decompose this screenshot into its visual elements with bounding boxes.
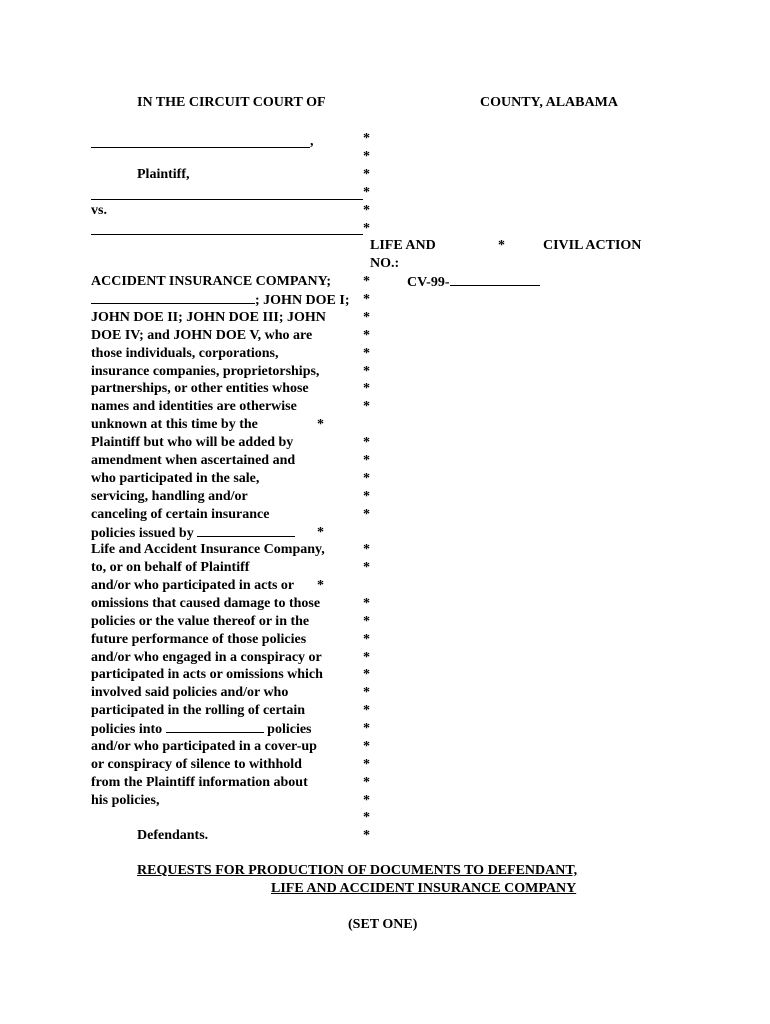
caption-star: *: [363, 435, 370, 450]
caption-star: *: [363, 685, 370, 700]
plaintiff-comma: ,: [310, 134, 314, 149]
defendant-line: participated in acts or omissions which: [91, 667, 323, 682]
number-label: NO.:: [370, 256, 400, 271]
defendant-line: ; JOHN DOE I;: [91, 291, 350, 309]
plaintiff-name-blank: [91, 147, 310, 148]
defendant-line: involved said policies and/or who: [91, 685, 289, 700]
caption-star: *: [363, 614, 370, 629]
defendant-line: partnerships, or other entities whose: [91, 381, 309, 396]
caption-star: *: [317, 417, 324, 432]
versus-label: vs.: [91, 203, 107, 218]
caption-star: *: [363, 167, 370, 182]
defendant-line: JOHN DOE II; JOHN DOE III; JOHN: [91, 310, 326, 325]
caption-star: *: [363, 185, 370, 200]
caption-star: *: [363, 489, 370, 504]
defendant-line: omissions that caused damage to those: [91, 596, 321, 611]
case-number-prefix: CV-99-: [407, 275, 450, 290]
caption-star: *: [363, 471, 370, 486]
caption-star: *: [317, 525, 324, 540]
defendant-line: to, or on behalf of Plaintiff: [91, 560, 250, 575]
caption-star: *: [363, 703, 370, 718]
court-heading-right: COUNTY, ALABAMA: [480, 95, 618, 110]
defendant-line: and/or who engaged in a conspiracy or: [91, 650, 322, 665]
defendant-line: those individuals, corporations,: [91, 346, 279, 361]
caption-star: *: [363, 667, 370, 682]
document-title-line2: LIFE AND ACCIDENT INSURANCE COMPANY: [271, 881, 577, 896]
caption-star: *: [363, 203, 370, 218]
defendant-line: servicing, handling and/or: [91, 489, 248, 504]
defendant-line: and/or who participated in a cover-up: [91, 739, 317, 754]
caption-star: *: [363, 221, 370, 236]
caption-star: *: [363, 596, 370, 611]
caption-star: *: [363, 381, 370, 396]
separator-star: *: [498, 238, 505, 253]
caption-star: *: [363, 632, 370, 647]
defendant-line: DOE IV; and JOHN DOE V, who are: [91, 328, 313, 343]
caption-star: *: [363, 328, 370, 343]
defendant-line: names and identities are otherwise: [91, 399, 297, 414]
caption-divider-bottom: [91, 234, 363, 235]
defendant-name-blank: [91, 291, 255, 304]
defendant-line: policies issued by: [91, 524, 295, 542]
plaintiff-label: Plaintiff,: [137, 167, 190, 182]
caption-star: *: [363, 274, 370, 289]
defendant-line: policies or the value thereof or in the: [91, 614, 310, 629]
court-heading-left: IN THE CIRCUIT COURT OF: [137, 95, 326, 110]
defendant-line: his policies,: [91, 793, 160, 808]
document-title-line1: REQUESTS FOR PRODUCTION OF DOCUMENTS TO DEFENDANT,: [137, 863, 578, 878]
caption-star: *: [363, 364, 370, 379]
caption-star: *: [363, 650, 370, 665]
defendant-line: ACCIDENT INSURANCE COMPANY;: [91, 274, 332, 289]
life-and-label: LIFE AND: [370, 238, 436, 253]
caption-star: *: [363, 453, 370, 468]
defendant-line: future performance of those policies: [91, 632, 307, 647]
caption-star: *: [363, 131, 370, 146]
case-number: [407, 273, 540, 291]
civil-action-label: CIVIL ACTION: [543, 238, 642, 253]
caption-star: *: [363, 310, 370, 325]
caption-star: *: [363, 149, 370, 164]
defendant-line: amendment when ascertained and: [91, 453, 296, 468]
case-number-blank: [450, 273, 540, 286]
defendant-line: Life and Accident Insurance Company,: [91, 542, 325, 557]
caption-star: *: [363, 560, 370, 575]
defendant-line: or conspiracy of silence to withhold: [91, 757, 302, 772]
defendant-line: participated in the rolling of certain: [91, 703, 305, 718]
policy-type-blank: [166, 720, 264, 733]
defendant-line: insurance companies, proprietorships,: [91, 364, 320, 379]
document-set-label: (SET ONE): [348, 917, 418, 932]
insurer-name-blank: [197, 524, 295, 537]
caption-star: *: [363, 346, 370, 361]
caption-star: *: [317, 578, 324, 593]
defendant-line: and/or who participated in acts or: [91, 578, 295, 593]
caption-star: *: [363, 757, 370, 772]
caption-star: *: [363, 739, 370, 754]
caption-star: *: [363, 828, 370, 843]
caption-divider-top: [91, 199, 363, 200]
defendant-line: from the Plaintiff information about: [91, 775, 308, 790]
defendants-label: Defendants.: [137, 828, 209, 843]
caption-star: *: [363, 775, 370, 790]
defendant-line: canceling of certain insurance: [91, 507, 270, 522]
caption-star: *: [363, 810, 370, 825]
caption-star: *: [363, 292, 370, 307]
defendant-line: Plaintiff but who will be added by: [91, 435, 294, 450]
caption-star: *: [363, 399, 370, 414]
caption-star: *: [363, 542, 370, 557]
caption-star: *: [363, 721, 370, 736]
defendant-line: who participated in the sale,: [91, 471, 260, 486]
caption-star: *: [363, 793, 370, 808]
caption-star: *: [363, 507, 370, 522]
defendant-line: unknown at this time by the: [91, 417, 258, 432]
defendant-line: policies into policies: [91, 722, 312, 737]
